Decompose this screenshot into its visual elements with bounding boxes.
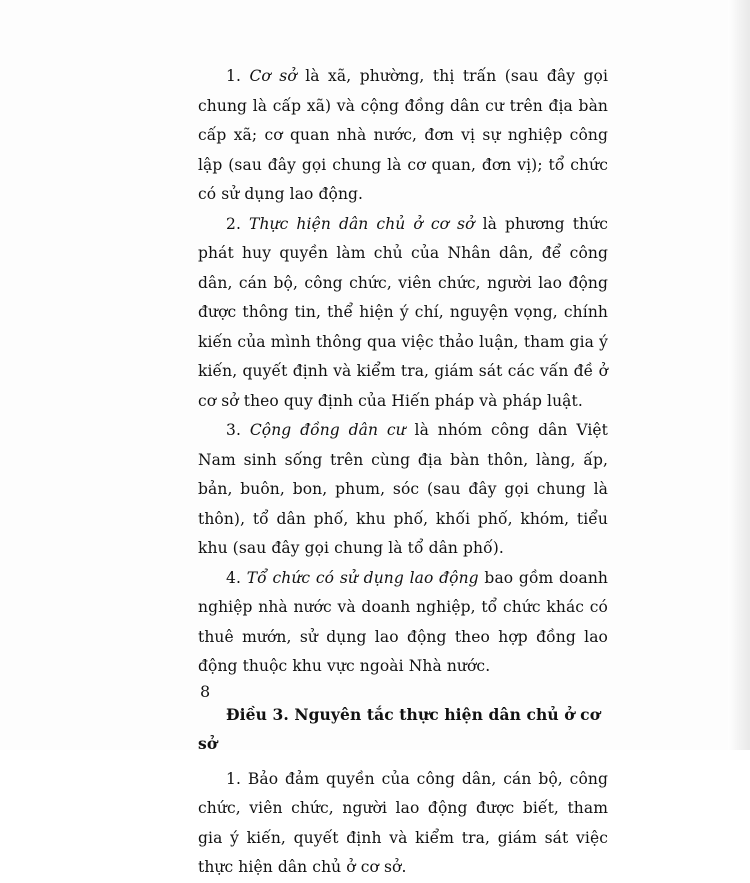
paragraph-number: 4. — [226, 568, 241, 587]
paragraph-4 — [198, 564, 608, 682]
paragraph-text: là xã, phường, thị trấn (sau đây gọi chung là cấp xã) và cộng đồng dân cư trên địa bàn cấp xã; cơ quan nhà nước, đơn vị sự nghiệp công lập (sau đây gọi chung là cơ quan, đơn vị); tổ chức có sử dụng lao động. — [198, 67, 609, 203]
paragraph-number: 2. — [226, 214, 241, 233]
paragraph-1 — [198, 62, 608, 210]
page-edge-shadow — [728, 0, 750, 750]
body-text — [198, 62, 608, 883]
paragraph-3 — [198, 416, 608, 564]
defined-term: Tổ chức có sử dụng lao động — [246, 568, 479, 587]
paragraph-text: là nhóm công dân Việt Nam sinh sống trên cùng địa bàn thôn, làng, ấp, bản, buôn, bon, phum, sóc (sau đây gọi chung là thôn), tổ dân phố, khu phố, khối phố, khóm, tiểu khu (sau đây gọi chung là tổ dân phố). — [198, 421, 609, 557]
page-number: 8 — [200, 682, 211, 701]
paragraph-text: là phương thức phát huy quyền làm chủ của Nhân dân, để công dân, cán bộ, công chức, viên chức, người lao động được thông tin, thể hiện ý chí, nguyện vọng, chính kiến của mình thông qua việc thảo luận, tham gia ý kiến, quyết định và kiểm tra, giám sát các vấn đề ở cơ sở theo quy định của Hiến pháp và pháp luật. — [198, 214, 608, 410]
paragraph-number: 3. — [226, 421, 241, 439]
paragraph-number: 1. — [226, 67, 241, 85]
defined-term: Thực hiện dân chủ ở cơ sở — [249, 214, 475, 233]
defined-term: Cơ sở — [249, 67, 297, 85]
defined-term: Cộng đồng dân cư — [249, 421, 406, 439]
article3-paragraph-1: 1. Bảo đảm quyền của công dân, cán bộ, công chức, viên chức, người lao động được biết, tham gia ý kiến, quyết định và kiểm tra, giám sát việc thực hiện dân chủ ở cơ sở. — [198, 769, 608, 876]
paragraph-text: bao gồm doanh nghiệp nhà nước và doanh nghiệp, tổ chức khác có thuê mướn, sử dụng lao động theo hợp đồng lao động thuộc khu vực ngoài Nhà nước. — [198, 568, 608, 675]
article-heading: Điều 3. Nguyên tắc thực hiện dân chủ ở cơ sở — [198, 704, 601, 753]
paragraph-2 — [198, 210, 608, 417]
